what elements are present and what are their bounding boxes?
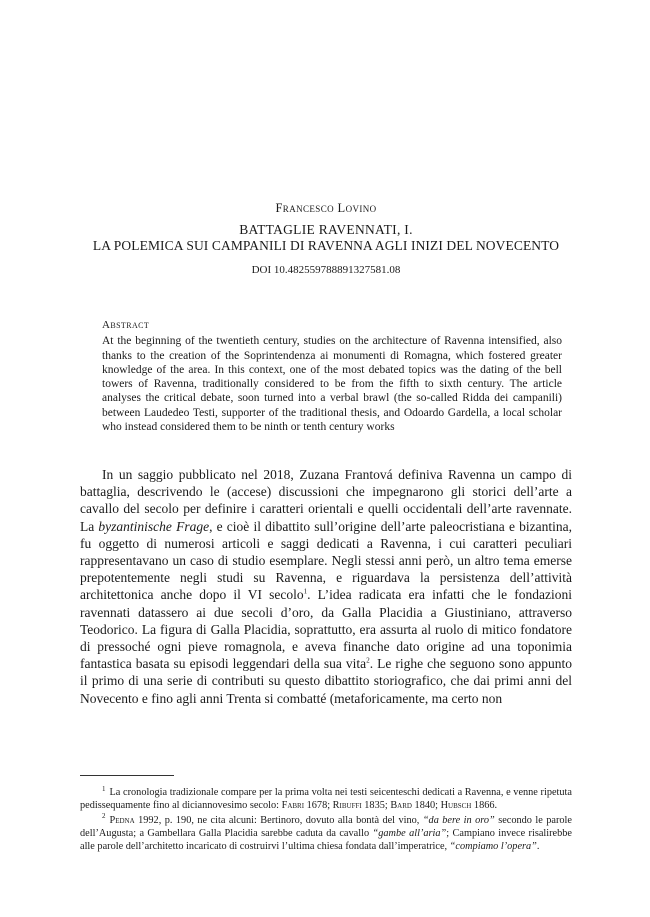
- body-text-segment: . L’idea radicata era infatti che le fondazioni ravennati datassero ai due secoli d’oro, da Galla Placidia a Giustiniano, attraverso Teodorico. La figura di Galla Placidia, soprattutto, era assurta al ruolo di mitico fondatore di pressoché ogni pieve romagnola, e aveva finanche dato origine ad una toponimia fantastica basata su episodi leggendari della sua vita: [80, 587, 572, 672]
- footnote-quote: “da bere in oro”: [422, 814, 495, 826]
- author-first-name: Francesco: [275, 201, 334, 215]
- abstract-section: [102, 318, 562, 434]
- footnote-number: 1: [102, 784, 106, 793]
- footnote-text: 1678;: [304, 800, 333, 812]
- body-paragraph: [80, 466, 572, 707]
- footnote-text: .: [536, 841, 540, 853]
- citation-author: Fabri: [281, 800, 305, 812]
- footnote-2: [80, 814, 572, 854]
- citation-author: Bard: [390, 800, 412, 812]
- body-text: [80, 466, 572, 707]
- body-text-segment: , e cioè il dibattito sull’origine dell’arte paleocristiana e bizantina, fu oggetto di numerosi articoli e saggi dedicati a Ravenna, i cui caratteri peculiari rappresentavano un caso di studio esemplare. Negli stessi anni però, un altro tema emerse prepotentemente negli studi su Ravenna, e riguardava la persistenza dell’attività architettonica anche dopo il VI secolo: [80, 518, 572, 603]
- citation-author: Hubsch: [440, 800, 472, 812]
- footnote-quote: “gambe all’aria”: [372, 827, 447, 839]
- body-text-segment: In un saggio pubblicato nel 2018, Zuzana Frantová definiva Ravenna un campo di battaglia, descrivendo le (accese) discussioni che impegnarono gli storici dell’arte a cavallo del secolo per definire i caratteri orientali e quelli occidentali dell’arte ravennate. La: [80, 467, 572, 534]
- footnotes-section: [80, 786, 572, 854]
- citation-author: Ribuffi: [332, 800, 362, 812]
- citation-author: Pedna: [109, 814, 135, 826]
- footnote-text: 1992, p. 190, ne cita alcuni: Bertinoro, dovuto alla bontà del vino,: [134, 814, 423, 826]
- footnote-quote: “compiamo l’opera”: [449, 841, 537, 853]
- footnote-text: ; Campiano invece risalirebbe alle parole dell’architetto incaricato di costruirvi l’ultima chiesa fondata dall’imperatrice,: [80, 827, 572, 853]
- author-last-name: Lovino: [337, 201, 377, 215]
- footnote-1: [80, 786, 572, 813]
- footnote-text: La cronologia tradizionale compare per la prima volta nei testi seicenteschi dedicati a Ravenna, e venne ripetuta pedissequamente fino al diciannovesimo secolo:: [80, 787, 572, 812]
- footnote-text: 1840;: [411, 800, 441, 812]
- footnote-ref-2[interactable]: 2: [366, 656, 370, 665]
- footnote-text: 1866.: [471, 800, 498, 812]
- abstract-text: At the beginning of the twentieth century, studies on the architecture of Ravenna intensified, also thanks to the creation of the Soprintendenza ai monumenti di Romagna, which fostered greater knowledge of the area. In this context, one of the most debated topics was the dating of the bell towers of Ravenna, traditionally considered to be from the fifth to sixth century. The article analyses the critical debate, soon turned into a verbal brawl (the so-called Ridda dei campanili) between Laudedeo Testi, supporter of the traditional thesis, and Odoardo Gardella, a local scholar who instead considered them to be ninth or tenth century works: [102, 335, 562, 434]
- footnote-divider: [80, 775, 174, 776]
- author-name: [60, 201, 592, 216]
- article-title-line-1: BATTAGLIE RAVENNATI, I.: [239, 222, 413, 237]
- footnote-text: secondo le parole dell’Augusta; a Gambellara Galla Placidia sarebbe caduta da cavallo: [80, 814, 572, 839]
- footnote-number: 2: [102, 812, 106, 821]
- body-italic-term: byzantinische Frage: [98, 518, 210, 534]
- article-title-line-2: LA POLEMICA SUI CAMPANILI DI RAVENNA AGLI INIZI DEL NOVECENTO: [92, 238, 560, 253]
- body-text-segment: . Le righe che seguono sono appunto il primo di una serie di contributi su questo dibattito storiografico, che dai primi anni del Novecento e fino agli anni Trenta si combatté (metaforicamente, ma certo non: [80, 656, 573, 706]
- footnote-ref-1[interactable]: 1: [303, 587, 308, 596]
- abstract-heading: Abstract: [102, 319, 150, 331]
- doi-label: DOI 10.482559788891327581.08: [251, 264, 401, 276]
- footnote-text: 1835;: [361, 800, 391, 812]
